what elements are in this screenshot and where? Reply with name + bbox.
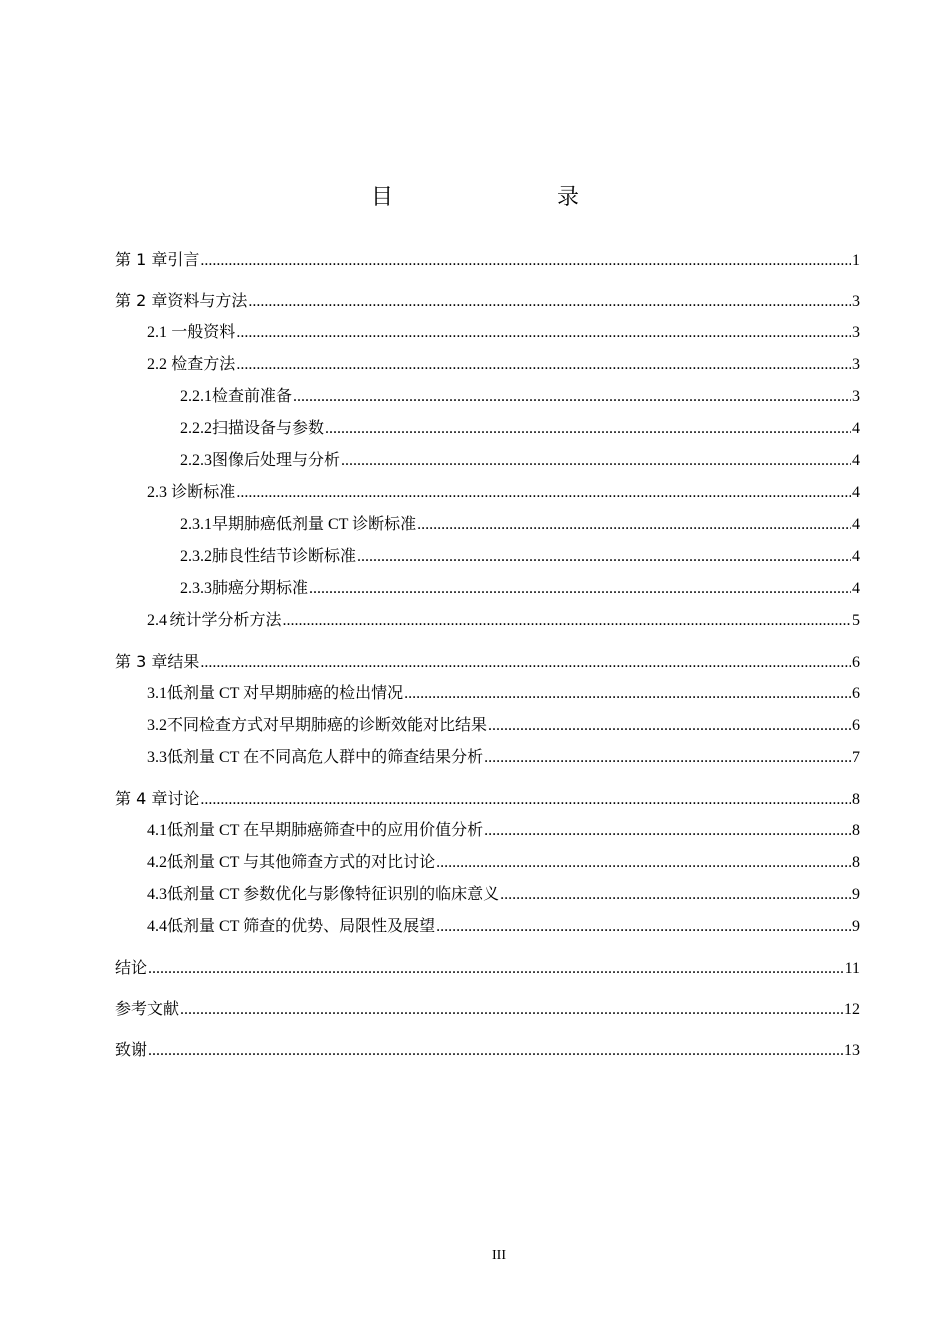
- toc-entry-page: 3: [852, 388, 860, 405]
- toc-entry-page: 11: [844, 960, 860, 977]
- toc-entry-number: 4.2: [147, 854, 167, 871]
- toc-entry-page: 13: [844, 1042, 860, 1059]
- dot-leader: [200, 784, 851, 816]
- dot-leader: [436, 911, 851, 943]
- toc-entry[interactable]: [115, 993, 860, 1025]
- toc-entry-number: 2.3.1: [180, 516, 212, 533]
- toc-entry[interactable]: [115, 1034, 860, 1066]
- dot-leader: [236, 349, 851, 381]
- dot-leader: [341, 445, 851, 477]
- toc-entry-number: 4.1: [147, 822, 167, 839]
- toc-entry-label: 资料与方法: [167, 291, 248, 310]
- toc-entry-page: 9: [852, 886, 860, 903]
- dot-leader: [236, 317, 851, 349]
- toc-entry-page: 1: [852, 252, 860, 269]
- toc-entry-number: 第 4 章: [115, 789, 168, 808]
- toc-entry-number: 4.3: [147, 886, 167, 903]
- toc-entry-number: 3.1: [147, 685, 167, 702]
- footer-page-number: III: [492, 1248, 506, 1263]
- dot-leader: [417, 509, 851, 541]
- dot-leader: [236, 477, 851, 509]
- toc-entry-page: 7: [852, 749, 860, 766]
- dot-leader: [200, 647, 851, 679]
- toc-entry-label: 肺癌分期标准: [212, 580, 309, 597]
- toc-entry[interactable]: [115, 244, 860, 276]
- toc-entry-label: 致谢: [115, 1040, 148, 1059]
- toc-entry[interactable]: [115, 477, 860, 509]
- toc-entry-page: 8: [852, 854, 860, 871]
- toc-entry-label: 参考文献: [115, 999, 180, 1018]
- dot-leader: [488, 710, 851, 742]
- toc-entry-label: 引言: [167, 250, 200, 269]
- toc-entry[interactable]: [115, 317, 860, 349]
- toc-entry[interactable]: [115, 879, 860, 911]
- toc-entry-page: 3: [852, 324, 860, 341]
- toc-entry-number: 4.4: [147, 918, 167, 935]
- toc-entry-number: 2.2.3: [180, 452, 212, 469]
- toc-entry-number: 2.3.2: [180, 548, 212, 565]
- toc-entry-label: 诊断标准: [171, 484, 236, 501]
- toc-entry-number: 2.3: [147, 484, 167, 501]
- toc-entry-label: 结果: [167, 652, 200, 671]
- dot-leader: [309, 573, 851, 605]
- toc-entry[interactable]: [115, 509, 860, 541]
- toc-entry-label: 早期肺癌低剂量 CT 诊断标准: [212, 516, 417, 533]
- toc-entry-number: 2.2.1: [180, 388, 212, 405]
- dot-leader: [357, 541, 851, 573]
- toc-entry[interactable]: [115, 815, 860, 847]
- dot-leader: [484, 742, 851, 774]
- toc-entry-number: 2.1: [147, 324, 167, 341]
- toc-entry[interactable]: [115, 783, 860, 815]
- toc-entry-label: 肺良性结节诊断标准: [212, 548, 357, 565]
- dot-leader: [325, 413, 851, 445]
- toc-entry-label: 图像后处理与分析: [212, 452, 341, 469]
- toc-entry-page: 8: [852, 822, 860, 839]
- table-of-contents: [115, 244, 860, 1066]
- toc-entry-page: 6: [852, 717, 860, 734]
- toc-entry-label: 检查方法: [171, 356, 236, 373]
- toc-entry-page: 4: [852, 452, 860, 469]
- toc-entry-page: 4: [852, 516, 860, 533]
- toc-entry-label: 一般资料: [171, 324, 236, 341]
- toc-entry-page: 3: [852, 293, 860, 310]
- toc-entry-number: 第 1 章: [115, 250, 168, 269]
- dot-leader: [148, 953, 844, 985]
- dot-leader: [180, 994, 843, 1026]
- toc-entry-number: 2.3.3: [180, 580, 212, 597]
- dot-leader: [404, 678, 851, 710]
- toc-entry-page: 6: [852, 654, 860, 671]
- toc-entry-page: 3: [852, 356, 860, 373]
- toc-entry-label: 低剂量 CT 在不同高危人群中的筛查结果分析: [167, 749, 484, 766]
- toc-entry[interactable]: [115, 349, 860, 381]
- toc-entry[interactable]: [115, 742, 860, 774]
- toc-entry[interactable]: [115, 847, 860, 879]
- dot-leader: [500, 879, 851, 911]
- toc-entry-number: 2.2: [147, 356, 167, 373]
- toc-entry-label: 检查前准备: [212, 388, 293, 405]
- toc-entry[interactable]: [115, 710, 860, 742]
- toc-entry-page: 4: [852, 484, 860, 501]
- toc-entry[interactable]: [115, 381, 860, 413]
- toc-entry-label: 低剂量 CT 在早期肺癌筛查中的应用价值分析: [167, 822, 484, 839]
- toc-entry-number: 2.4: [147, 612, 167, 629]
- toc-entry-page: 12: [844, 1001, 860, 1018]
- dot-leader: [282, 605, 851, 637]
- toc-entry-label: 不同检查方式对早期肺癌的诊断效能对比结果: [167, 717, 488, 734]
- toc-entry-label: 低剂量 CT 与其他筛查方式的对比讨论: [167, 854, 436, 871]
- toc-entry[interactable]: [115, 541, 860, 573]
- toc-entry[interactable]: [115, 605, 860, 637]
- toc-entry-page: 4: [852, 420, 860, 437]
- toc-entry-number: 2.2.2: [180, 420, 212, 437]
- toc-entry-label: 低剂量 CT 对早期肺癌的检出情况: [167, 685, 404, 702]
- toc-entry-label: 扫描设备与参数: [212, 420, 325, 437]
- toc-entry[interactable]: [115, 413, 860, 445]
- dot-leader: [293, 381, 851, 413]
- toc-entry-page: 4: [852, 580, 860, 597]
- toc-entry-page: 8: [852, 791, 860, 808]
- toc-entry[interactable]: [115, 445, 860, 477]
- toc-entry-label: 低剂量 CT 筛查的优势、局限性及展望: [167, 918, 436, 935]
- dot-leader: [200, 245, 851, 277]
- dot-leader: [484, 815, 851, 847]
- toc-entry-page: 6: [852, 685, 860, 702]
- dot-leader: [436, 847, 851, 879]
- toc-entry-label: 讨论: [167, 789, 200, 808]
- toc-entry[interactable]: [115, 678, 860, 710]
- dot-leader: [248, 286, 851, 318]
- toc-entry-label: 统计学分析方法: [169, 612, 282, 629]
- toc-entry-number: 第 3 章: [115, 652, 168, 671]
- toc-entry-label: 低剂量 CT 参数优化与影像特征识别的临床意义: [167, 886, 500, 903]
- toc-entry[interactable]: [115, 285, 860, 317]
- toc-entry-page: 5: [852, 612, 860, 629]
- dot-leader: [148, 1035, 843, 1067]
- toc-entry-number: 第 2 章: [115, 291, 168, 310]
- toc-entry[interactable]: [115, 573, 860, 605]
- page-title: 目 录: [370, 185, 619, 210]
- toc-entry[interactable]: [115, 646, 860, 678]
- toc-entry-page: 9: [852, 918, 860, 935]
- toc-entry-number: 3.2: [147, 717, 167, 734]
- toc-entry-label: 结论: [115, 958, 148, 977]
- toc-entry[interactable]: [115, 952, 860, 984]
- toc-entry-number: 3.3: [147, 749, 167, 766]
- toc-entry-page: 4: [852, 548, 860, 565]
- toc-entry[interactable]: [115, 911, 860, 943]
